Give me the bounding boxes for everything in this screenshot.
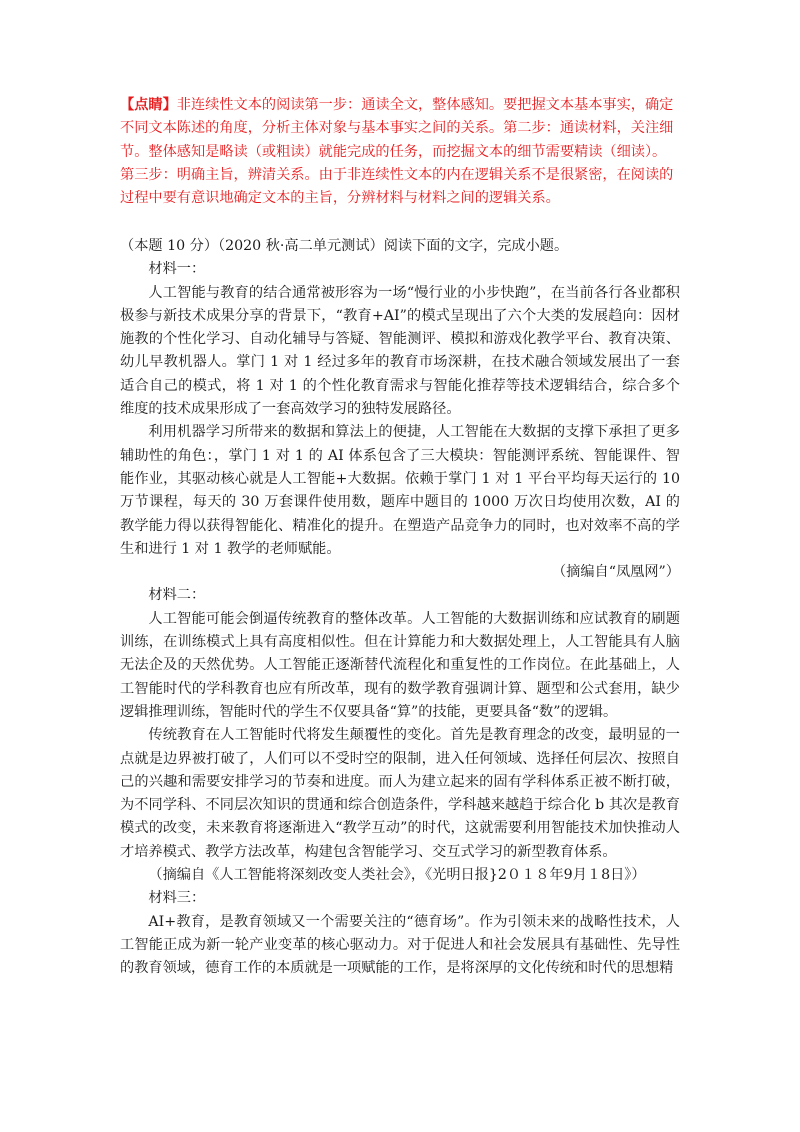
- material3-title: 材料三：: [148, 890, 206, 907]
- material1-paragraph-1: 人工智能与教育的结合通常被形容为一场“慢行业的小步快跑”，在当前各行各业都积极参与新技术成果分享的背景下，“教育+AI”的模式呈现出了六个大类的发展趋向：因材施教的个性化学习、自动化辅导与答疑、智能测评、模拟和游戏化教学平台、教育决策、幼儿早教机器人。掌门 1 对 1 经过多年的教育市场深耕，在技术融合领域发展出了一套适合自己的模式，将 1 对 1 的个性化教育需求与智能化推荐等技术逻辑结合，综合多个维度的技术成果形成了一套高效学习的独特发展路径。: [120, 284, 680, 418]
- tip-text: 非连续性文本的阅读第一步：通读全文，整体感知。要把握文本基本事实，确定不同文本陈述的角度，分析主体对象与基本事实之间的关系。第二步：通读材料，关注细节。整体感知是略读（或粗读）就能完成的任务，而挖掘文本的细节需要精读（细读）。第三步：明确主旨，辨清关系。由于非连续性文本的内在逻辑关系不是很紧密，在阅读的过程中要有意识地确定文本的主旨，分辨材料与材料之间的逻辑关系。: [120, 97, 674, 207]
- material2-paragraph-1: 人工智能可能会倒逼传统教育的整体改革。人工智能的大数据训练和应试教育的刷题训练，在训练模式上具有高度相似性。但在计算能力和大数据处理上，人工智能具有人脑无法企及的天然优势。人工智能正逐渐替代流程化和重复性的工作岗位。在此基础上，人工智能时代的学科教育也应有所改革，现有的数学教育强调计算、题型和公式套用，缺少逻辑推理训练，智能时代的学生不仅要具备“算”的技能，更要具备“数”的逻辑。: [120, 610, 680, 720]
- material3-paragraph-1: AI+教育，是教育领域又一个需要关注的“德育场”。作为引领未来的战略性技术，人工智能正成为新一轮产业变革的核心驱动力。对于促进人和社会发展具有基础性、先导性的教育领域，德育工作的本质就是一项赋能的工作，是将深厚的文化传统和时代的思想精: [120, 913, 680, 977]
- tip-tag: 【点睛】: [120, 97, 177, 113]
- question-header: （本题 10 分）（2020 秋·高二单元测试）阅读下面的文字，完成小题。: [120, 238, 569, 254]
- material1-title: 材料一：: [148, 261, 206, 278]
- question-body: [120, 235, 680, 981]
- material2-paragraph-2: 传统教育在人工智能时代将发生颠覆性的变化。首先是教育理念的改变，最明显的一点就是边界被打破了，人们可以不受时空的限制，进入任何领域、选择任何层次、按照自己的兴趣和需要安排学习的节奏和进度。而人为建立起来的固有学科体系正被不断打破，为不同学科、不同层次知识的贯通和综合创造条件，学科越来越趋于综合化 b 其次是教育模式的改变，未来教育将逐渐进入“教学互动”的时代，这就需要利用智能技术加快推动人才培养模式、教学方法改革，构建包含智能学习、交互式学习的新型教育体系。: [120, 727, 680, 860]
- material1-paragraph-2: 利用机器学习所带来的数据和算法上的便捷，人工智能在大数据的支撑下承担了更多辅助性的角色：，掌门 1 对 1 的 AI 体系包含了三大模块：智能测评系统、智能课件、智能作业，其驱动核心就是人工智能+大数据。依赖于掌门 1 对 1 平台平均每天运行的 10 万节课程，每天的 30 万套课件使用数，题库中题目的 1000 万次日均使用次数，AI 的教学能力得以获得智能化、精准化的提升。在塑造产品竞争力的同时，也对效率不高的学生和进行 1 对 1 教学的老师赋能。: [120, 424, 680, 557]
- material1-source: （摘编自“凤凰网”）: [551, 564, 680, 581]
- tip-paragraph: [120, 94, 680, 210]
- material2-source: （摘编自《人工智能将深刻改变人类社会》，《光明日报}2０１８年9月１8日》）: [148, 867, 646, 884]
- material2-title: 材料二：: [148, 587, 206, 604]
